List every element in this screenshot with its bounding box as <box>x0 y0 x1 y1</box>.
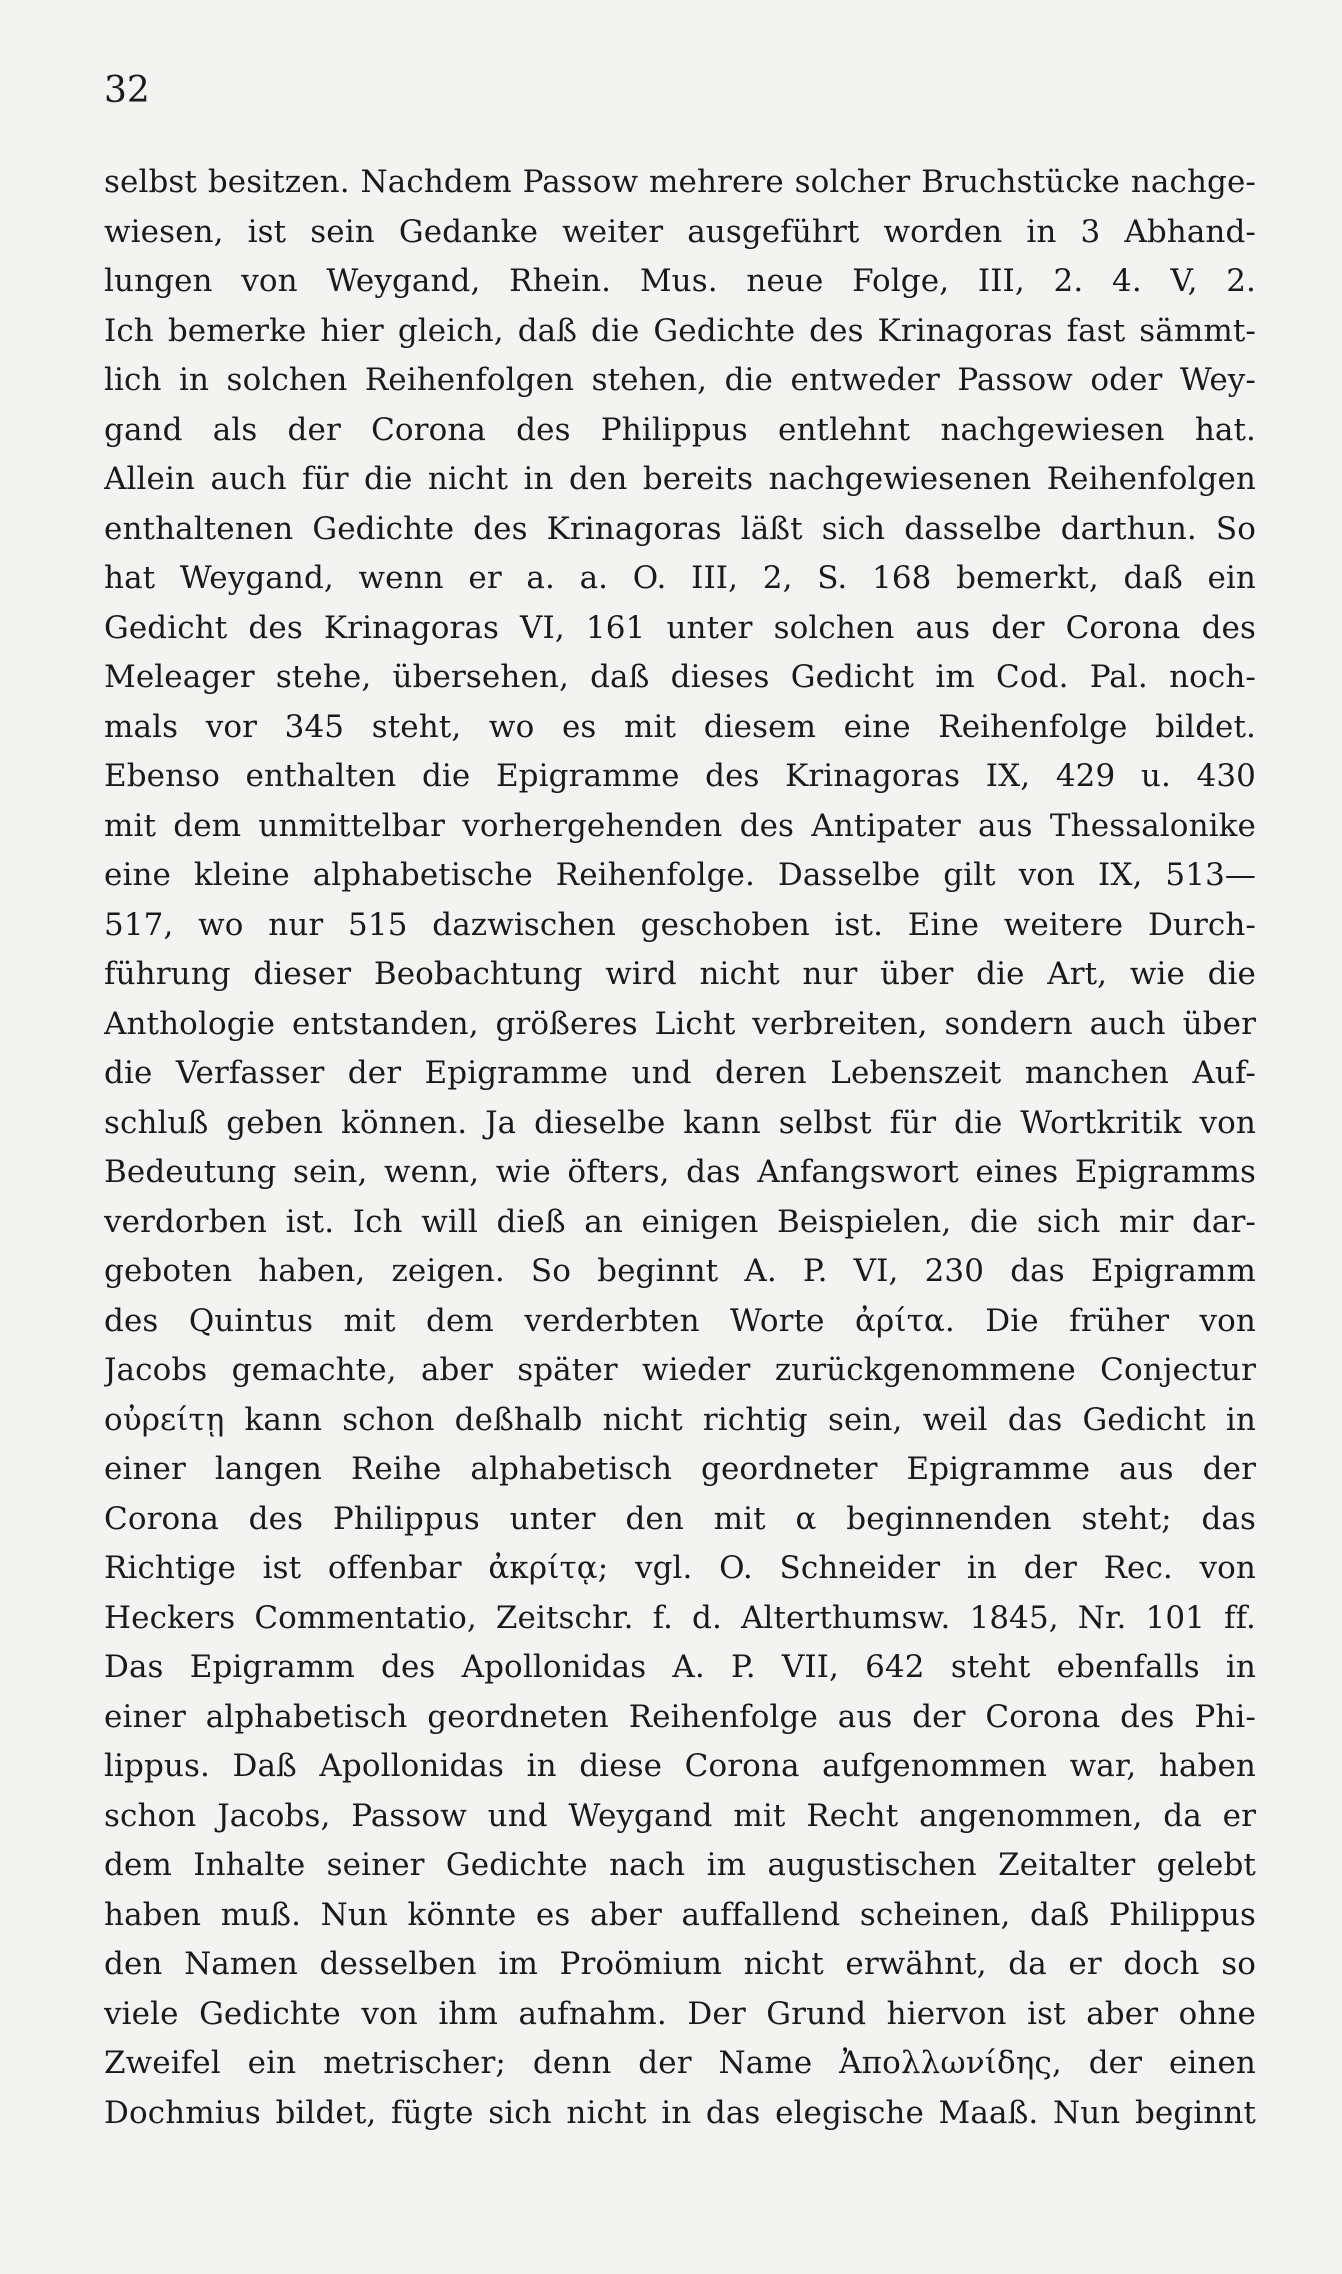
text-line: schluß geben können. Ja dieselbe kann selbst für die Wortkritik von <box>104 1104 1256 1141</box>
text-line: lippus. Daß Apollonidas in diese Corona aufgenommen war, haben <box>104 1748 1256 1784</box>
text-line: Allein auch für die nicht in den bereits nachgewiesenen Reihenfolgen <box>104 461 1256 497</box>
body-text <box>104 158 1256 2138</box>
text-line: die Verfasser der Epigramme und deren Lebenszeit manchen Auf- <box>104 1055 1256 1091</box>
text-line: οὐρείτῃ kann schon deßhalb nicht richtig sein, weil das Gedicht in <box>104 1401 1256 1438</box>
text-line: Dochmius bildet, fügte sich nicht in das elegische Maaß. Nun beginnt <box>104 2094 1256 2131</box>
text-line: des Quintus mit dem verderbten Worte ἀρίτα. Die früher von <box>104 1302 1256 1339</box>
text-line: lich in solchen Reihenfolgen stehen, die entweder Passow oder Wey- <box>104 362 1256 398</box>
text-line: selbst besitzen. Nachdem Passow mehrere solcher Bruchstücke nachge- <box>104 164 1256 200</box>
text-line: Heckers Commentatio, Zeitschr. f. d. Alterthumsw. 1845, Nr. 101 ff. <box>104 1599 1256 1636</box>
text-line: wiesen, ist sein Gedanke weiter ausgeführt worden in 3 Abhand- <box>104 213 1256 250</box>
text-line: führung dieser Beobachtung wird nicht nur über die Art, wie die <box>104 956 1256 992</box>
text-line: Ich bemerke hier gleich, daß die Gedichte des Krinagoras fast sämmt- <box>104 312 1256 349</box>
text-line: den Namen desselben im Proömium nicht erwähnt, da er doch so <box>104 1946 1256 1982</box>
text-line: Corona des Philippus unter den mit α beginnenden steht; das <box>104 1500 1256 1537</box>
text-line: Anthologie entstanden, größeres Licht verbreiten, sondern auch über <box>104 1005 1256 1042</box>
text-line: Gedicht des Krinagoras VI, 161 unter solchen aus der Corona des <box>104 609 1256 646</box>
text-line: gand als der Corona des Philippus entlehnt nachgewiesen hat. <box>104 411 1256 448</box>
page-number: 32 <box>104 70 150 111</box>
text-line: 517, wo nur 515 dazwischen geschoben ist. Eine weitere Durch- <box>104 906 1256 943</box>
text-line: schon Jacobs, Passow und Weygand mit Recht angenommen, da er <box>104 1797 1256 1834</box>
text-line: eine kleine alphabetische Reihenfolge. Dasselbe gilt von IX, 513— <box>104 857 1256 893</box>
text-line: hat Weygand, wenn er a. a. O. III, 2, S. 168 bemerkt, daß ein <box>104 560 1256 596</box>
text-line: mit dem unmittelbar vorhergehenden des Antipater aus Thessalonike <box>104 807 1256 844</box>
text-line: Meleager stehe, übersehen, daß dieses Gedicht im Cod. Pal. noch- <box>104 659 1256 695</box>
text-line: enthaltenen Gedichte des Krinagoras läßt sich dasselbe darthun. So <box>104 510 1256 547</box>
text-line: Das Epigramm des Apollonidas A. P. VII, 642 steht ebenfalls in <box>104 1649 1256 1685</box>
text-line: Zweifel ein metrischer; denn der Name Ἀπολλωνίδης, der einen <box>104 2045 1256 2081</box>
text-line: einer langen Reihe alphabetisch geordneter Epigramme aus der <box>104 1451 1256 1487</box>
text-line: einer alphabetisch geordneten Reihenfolge aus der Corona des Phi- <box>104 1698 1256 1735</box>
text-line: dem Inhalte seiner Gedichte nach im augustischen Zeitalter gelebt <box>104 1847 1256 1883</box>
text-line: mals vor 345 steht, wo es mit diesem eine Reihenfolge bildet. <box>104 708 1256 745</box>
text-line: Ebenso enthalten die Epigramme des Krinagoras IX, 429 u. 430 <box>104 758 1256 794</box>
text-line: geboten haben, zeigen. So beginnt A. P. VI, 230 das Epigramm <box>104 1253 1256 1289</box>
text-line: Jacobs gemachte, aber später wieder zurückgenommene Conjectur <box>104 1352 1256 1388</box>
text-line: verdorben ist. Ich will dieß an einigen Beispielen, die sich mir dar- <box>104 1203 1256 1240</box>
text-line: viele Gedichte von ihm aufnahm. Der Grund hiervon ist aber ohne <box>104 1995 1256 2032</box>
text-line: Bedeutung sein, wenn, wie öfters, das Anfangswort eines Epigramms <box>104 1154 1256 1190</box>
text-line: lungen von Weygand, Rhein. Mus. neue Folge, III, 2. 4. V, 2. <box>104 263 1256 299</box>
text-line: haben muß. Nun könnte es aber auffallend scheinen, daß Philippus <box>104 1896 1256 1933</box>
text-line: Richtige ist offenbar ἀκρίτᾳ; vgl. O. Schneider in der Rec. von <box>104 1550 1256 1586</box>
